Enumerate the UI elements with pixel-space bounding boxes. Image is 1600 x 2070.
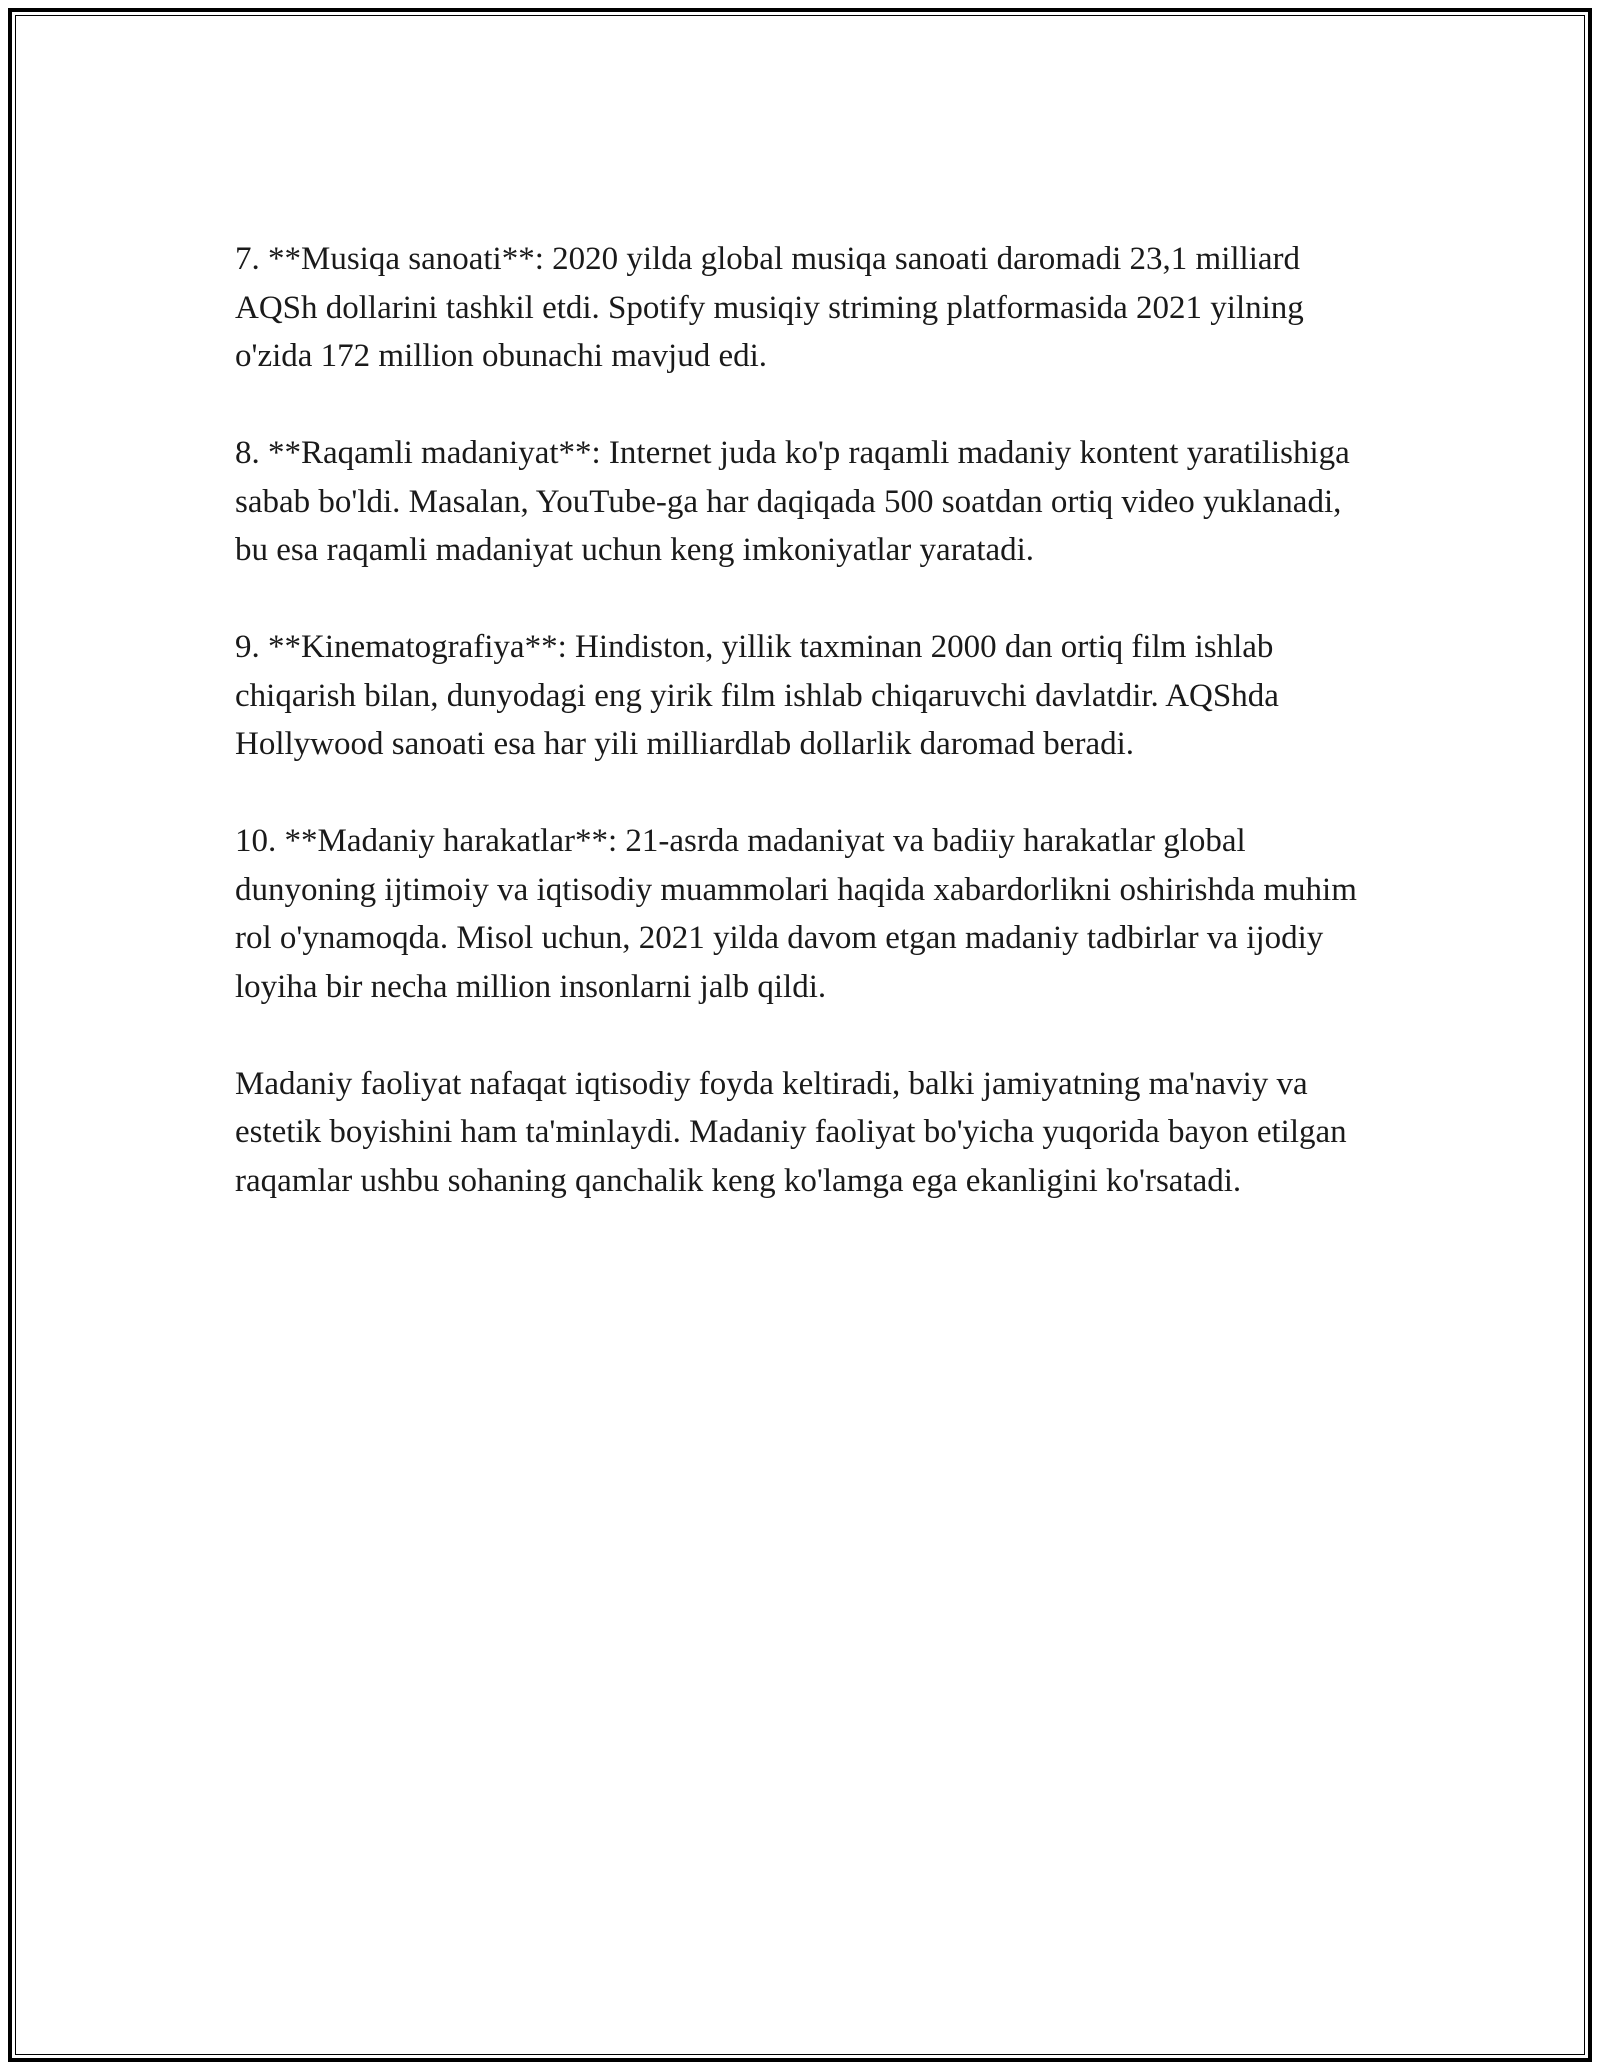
paragraph-cinematography: 9. **Kinematografiya**: Hindiston, yillik taxminan 2000 dan ortiq film ishlab chiqarish bilan, dunyodagi eng yirik film ishlab chiqaruvchi davlatdir. AQShda Hollywood sanoati esa har yili milliardlab dollarlik daromad beradi.	[235, 629, 1279, 762]
paragraph-conclusion: Madaniy faoliyat nafaqat iqtisodiy foyda keltiradi, balki jamiyatning ma'naviy va estetik boyishini ham ta'minlaydi. Madaniy faoliyat bo'yicha yuqorida bayon etilgan raqamlar ushbu sohaning qanchalik keng ko'lamga ega ekanligini ko'rsatadi.	[235, 1065, 1347, 1199]
paragraph-cultural-movements: 10. **Madaniy harakatlar**: 21-asrda madaniyat va badiiy harakatlar global dunyoning ijtimoiy va iqtisodiy muammolari haqida xabardorlikni oshirishda muhim rol o'ynamoqda. Misol uchun, 2021 yilda davom etgan madaniy tadbirlar va ijodiy loyiha bir necha million insonlarni jalb qildi.	[235, 823, 1357, 1005]
paragraph-digital-culture: 8. **Raqamli madaniyat**: Internet juda ko'p raqamli madaniy kontent yaratilishiga sabab bo'ldi. Masalan, YouTube-ga har daqiqada 500 soatdan ortiq video yuklanadi, bu esa raqamli madaniyat uchun keng imkoniyatlar yaratadi.	[235, 435, 1350, 568]
document-body	[235, 235, 1380, 1254]
paragraph-music-industry: 7. **Musiqa sanoati**: 2020 yilda global musiqa sanoati daromadi 23,1 milliard AQSh dollarini tashkil etdi. Spotify musiqiy striming platformasida 2021 yilning o'zida 172 million obunachi mavjud edi.	[235, 241, 1304, 374]
